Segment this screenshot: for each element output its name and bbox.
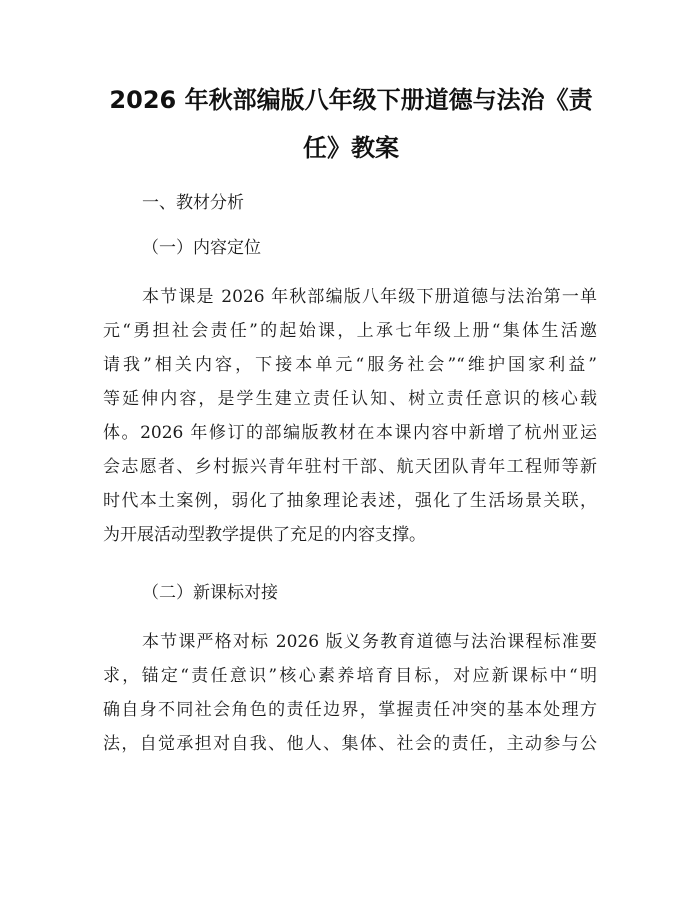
paragraph-line: 确自身不同社会角色的责任边界，掌握责任冲突的基本处理方 xyxy=(103,700,597,720)
document-title-line-1: 2026 年秋部编版八年级下册道德与法治《责 xyxy=(109,86,593,114)
paragraph-line: 为开展活动型教学提供了充足的内容支撑。 xyxy=(103,525,426,545)
section-heading-textbook-analysis: 一、教材分析 xyxy=(142,193,244,213)
paragraph-line: 元“勇担社会责任”的起始课，上承七年级上册“集体生活邀 xyxy=(103,321,597,341)
paragraph-line: 会志愿者、乡村振兴青年驻村干部、航天团队青年工程师等新 xyxy=(103,457,597,477)
subsection-heading-content-positioning: （一）内容定位 xyxy=(142,238,261,258)
paragraph-line: 本节课是 2026 年秋部编版八年级下册道德与法治第一单 xyxy=(142,287,597,307)
paragraph-line: 求，锚定“责任意识”核心素养培育目标，对应新课标中“明 xyxy=(103,666,597,686)
paragraph-line: 本节课严格对标 2026 版义务教育道德与法治课程标准要 xyxy=(142,632,597,652)
paragraph-line: 请我”相关内容，下接本单元“服务社会”“维护国家利益” xyxy=(103,355,597,375)
subsection-heading-curriculum-alignment: （二）新课标对接 xyxy=(142,583,278,603)
paragraph-line: 时代本土案例，弱化了抽象理论表述，强化了生活场景关联， xyxy=(103,491,597,511)
paragraph-line: 法，自觉承担对自我、他人、集体、社会的责任，主动参与公 xyxy=(103,734,597,754)
paragraph-line: 体。2026 年修订的部编版教材在本课内容中新增了杭州亚运 xyxy=(103,423,597,443)
paragraph-line: 等延伸内容，是学生建立责任认知、树立责任意识的核心载 xyxy=(103,389,597,409)
document-title-line-2: 任》教案 xyxy=(303,134,399,162)
